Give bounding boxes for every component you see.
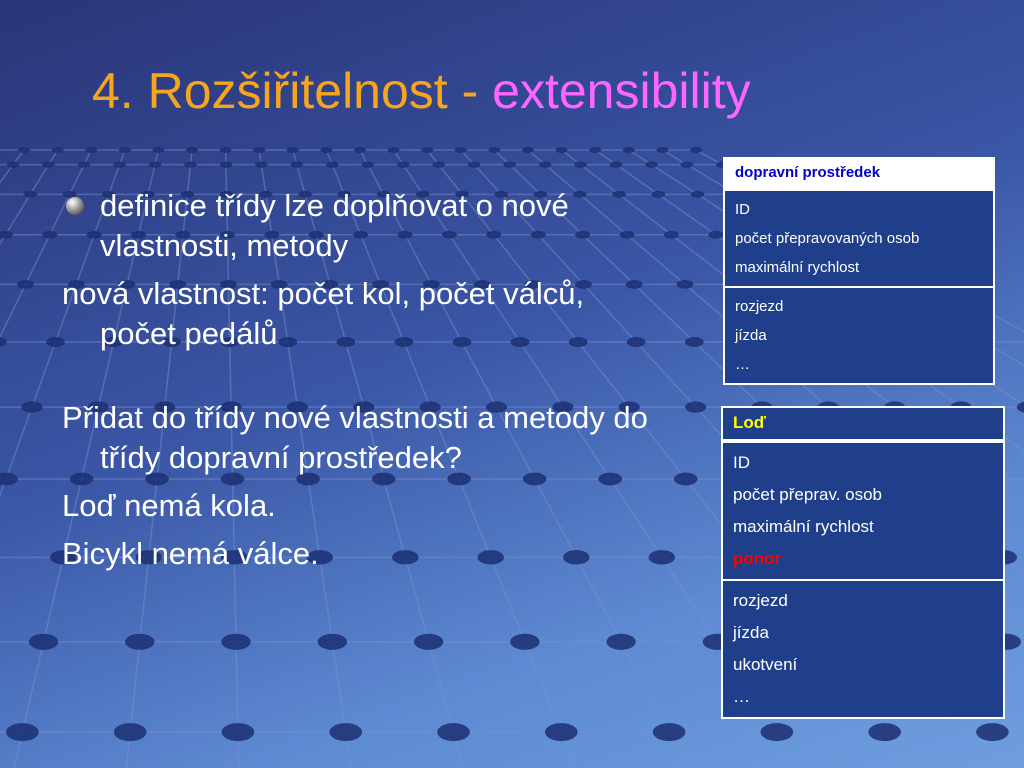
grid-dot [29,634,58,650]
method-item: rozjezd [735,298,784,315]
grid-dot [539,161,552,167]
grid-dot [255,161,268,167]
grid-dot [42,231,57,239]
grid-dot [125,634,154,650]
attribute-item: maximální rychlost [735,259,860,276]
grid-dot [21,401,42,412]
paragraph-question: Přidat do třídy nové vlastnosti a metody do třídy dopravní prostředek? [62,400,648,475]
slide-body [62,186,662,574]
paragraph-bicycle: Bicykl nemá válce. [62,536,319,571]
bullet-item [62,186,662,266]
grid-dot [362,161,375,167]
grid-dot [0,231,13,239]
method-item: … [733,687,750,706]
attribute-item: ID [735,201,750,218]
grid-dot [868,723,901,741]
paragraph-ship: Loď nemá kola. [62,488,276,523]
grid-dot [468,161,481,167]
grid-line [0,150,24,768]
grid-dot [510,634,539,650]
attribute-item: počet přeprav. osob [733,485,882,504]
grid-dot [690,147,702,153]
grid-dot [114,723,147,741]
grid-dot [589,147,601,153]
attribute-item: maximální rychlost [733,517,874,536]
attributes-section [725,189,993,286]
grid-dot [503,161,516,167]
class-diagram-vehicle [723,157,995,385]
grid-dot [691,191,705,198]
grid-dot [291,161,304,167]
method-item: rozjezd [733,591,788,610]
grid-dot [708,231,723,239]
grid-dot [674,473,698,486]
grid-dot [52,147,64,153]
grid-dot [685,337,704,347]
grid-dot [152,147,164,153]
grid-dot [253,147,265,153]
grid-dot [437,723,470,741]
grid-dot [421,147,433,153]
grid-dot [685,401,706,412]
grid-dot [664,231,679,239]
grid-dot [329,723,362,741]
title-accent: extensibility [492,63,751,119]
grid-dot [17,280,34,289]
attribute-item: počet přepravovaných osob [735,230,920,247]
grid-dot [623,147,635,153]
grid-dot [522,147,534,153]
grid-dot [220,147,232,153]
method-item: jízda [733,623,769,642]
grid-dot [455,147,467,153]
grid-dot [320,147,332,153]
grid-line [0,150,58,768]
grid-dot [354,147,366,153]
grid-dot [388,147,400,153]
grid-dot [488,147,500,153]
methods-section [723,579,1003,717]
attribute-item: ID [733,453,750,472]
grid-dot [222,723,255,741]
paragraph-new-property: nová vlastnost: počet kol, počet válců, počet pedálů [62,276,585,351]
grid-dot [1017,401,1024,412]
grid-dot [432,161,445,167]
grid-dot [24,191,38,198]
class-diagram-ship [721,406,1005,719]
method-item: … [735,356,750,373]
grid-dot [318,634,347,650]
grid-dot [78,161,91,167]
attributes-section [723,441,1003,579]
bullet-icon [66,197,84,215]
grid-dot [287,147,299,153]
method-item: jízda [735,327,767,344]
grid-dot [677,280,694,289]
grid-dot [653,723,686,741]
grid-dot [556,147,568,153]
grid-dot [42,161,55,167]
grid-dot [7,161,20,167]
grid-dot [85,147,97,153]
slide-title [92,62,751,120]
grid-dot [186,147,198,153]
bullet-text: definice třídy lze doplňovat o nové vlastnosti, metody [100,188,569,263]
grid-dot [761,723,794,741]
methods-section [725,286,993,383]
title-main: 4. Rozšiřitelnost - [92,63,479,119]
class-name: dopravní prostředek [725,159,993,189]
grid-dot [574,161,587,167]
grid-dot [645,161,658,167]
grid-dot [681,161,694,167]
grid-dot [18,147,30,153]
grid-dot [0,337,7,347]
grid-dot [545,723,578,741]
grid-dot [113,161,126,167]
grid-dot [414,634,443,650]
grid-dot [6,723,39,741]
class-name: Loď [723,408,1003,441]
method-item: ukotvení [733,655,798,674]
grid-dot [149,161,162,167]
grid-dot [326,161,339,167]
grid-dot [0,473,18,486]
grid-dot [606,634,635,650]
new-attribute-item: ponor [733,549,782,568]
grid-dot [220,161,233,167]
grid-dot [119,147,131,153]
grid-dot [221,634,250,650]
grid-dot [656,147,668,153]
grid-dot [610,161,623,167]
grid-dot [397,161,410,167]
grid-dot [976,723,1009,741]
grid-dot [184,161,197,167]
